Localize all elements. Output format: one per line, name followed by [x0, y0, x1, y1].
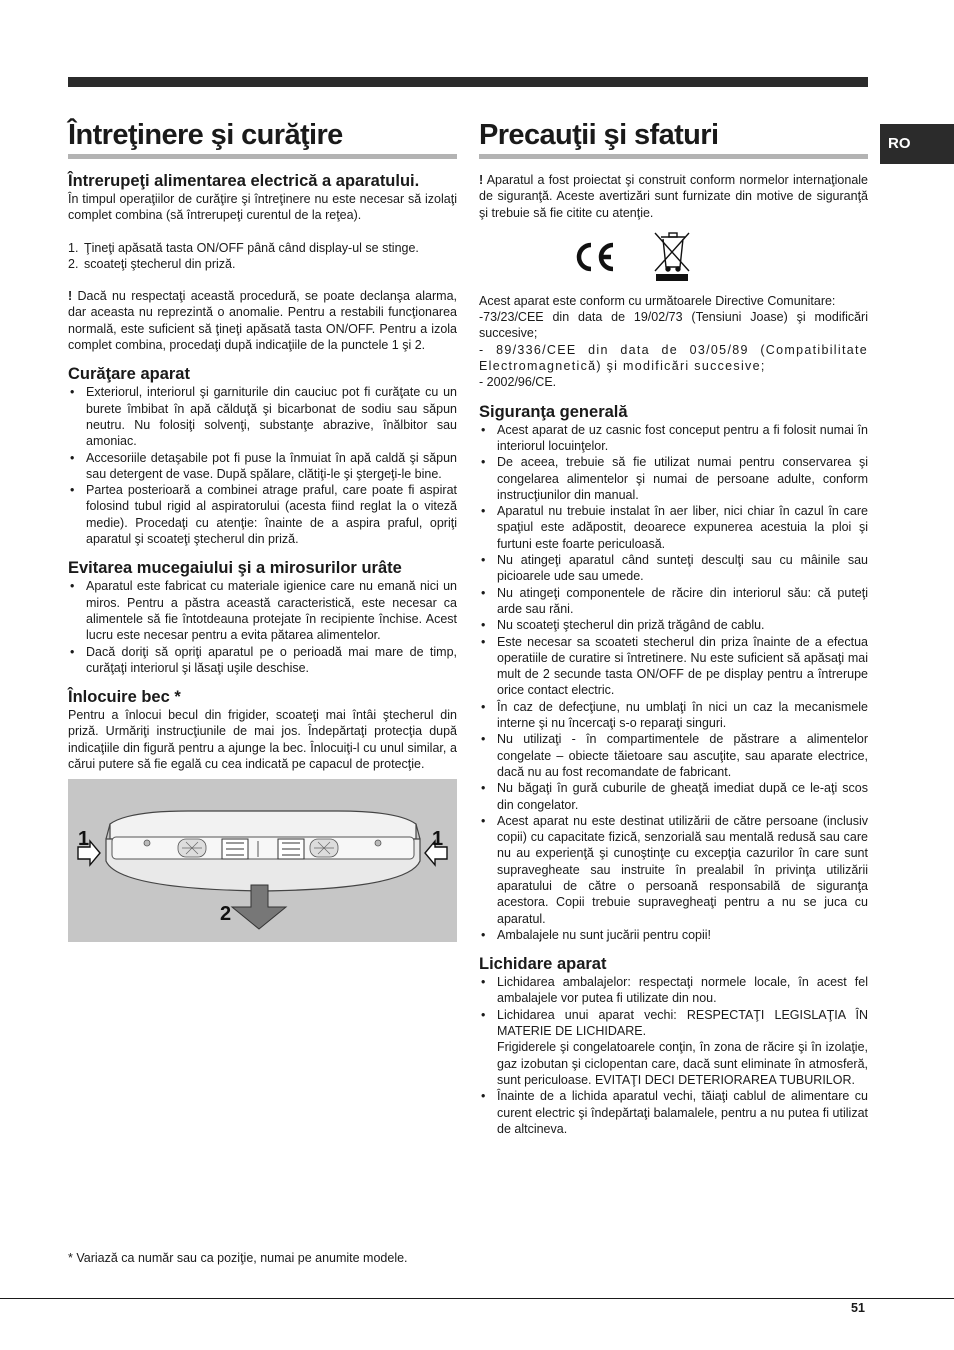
step-label-left: 1 — [78, 828, 90, 851]
section-title-maintenance: Întreţinere şi curăţire — [68, 119, 343, 151]
header-bar — [68, 77, 868, 87]
section-title-precautions: Precauţii şi sfaturi — [479, 119, 719, 151]
list-item-text: Lichidarea unui aparat vechi: RESPECTAŢI LEGISLAŢIA ÎN MATERIE DE LICHIDARE. — [497, 1007, 868, 1039]
list-item: • De aceea, trebuie să fie utilizat numai pentru conservarea şi congelarea alimentelor şi numai de persoane adulte, conform instrucţiunilor din manual. — [479, 454, 868, 503]
list-item: • Nu scoateţi ştecherul din priză trăgând de cablu. — [479, 617, 868, 633]
heading-mould: Evitarea mucegaiului şi a mirosurilor urâte — [68, 559, 402, 578]
list-item-extra: Frigiderele şi congelatoarele conţin, în zona de răcire şi în izolaţie, gaz izobutan şi ciclopentan care, dacă sunt eliminate în atmosferă, sunt periculoase. EVITAŢI DECI DETERIORAREA TUBURILOR. — [497, 1040, 868, 1087]
list-item: • Lichidarea ambalajelor: respectaţi normele locale, în acest fel ambalajele vor putea fi utilizate din nou. — [479, 974, 868, 1007]
step-label-right: 1 — [432, 828, 444, 851]
title-underline — [68, 154, 457, 159]
step-item: 1. Ţineţi apăsată tasta ON/OFF până când display-ul se stinge. — [68, 240, 419, 255]
language-tab: RO — [880, 124, 954, 164]
conformity-line: -73/23/CEE din data de 19/02/73 (Tensiuni Joase) şi modificări succesive; — [479, 310, 868, 341]
list-item: • Aparatul este fabricat cu materiale igienice care nu emană nici un miros. Pentru a păstra această caracteristică, este necesar ca alimentele să fie întotdeauna protejate în recipiente închise. Acest lucru este necesar pentru a evita pătarea alimentelor. — [68, 578, 457, 643]
certification-marks — [479, 229, 868, 289]
list-item: • Aparatul nu trebuie instalat în aer liber, nici chiar în cazul în care spaţiul este adăpostit, deoarece expunerea acestuia la ploi şi furtuni este foarte periculoasă. — [479, 503, 868, 552]
list-item: • Exteriorul, interiorul şi garniturile din cauciuc pot fi curăţate cu un burete îmbibat în apă călduţă şi bicarbonat de sodiu sau săpun neutru. Nu folosiţi solvenţi, substanţe abrazive, înălbitor sau amoniac. — [68, 384, 457, 449]
footnote: * Variază ca număr sau ca poziţie, numai pe anumite modele. — [68, 1251, 408, 1265]
cleaning-list — [68, 384, 457, 547]
heading-general-safety: Siguranţa generală — [479, 402, 628, 421]
step-item: 2. scoateţi ştecherul din priză. — [68, 256, 236, 271]
list-item: • Nu atingeţi aparatul când sunteţi desculţi sau cu mâinile sau picioarele ude sau umede. — [479, 552, 868, 585]
power-off-warning: ! Dacă nu respectaţi această procedură, se poate declanşa alarma, dar aceasta nu reprezintă o anomalie. Pentru a restabili funcţionarea normală, este suficient să ţineţi apăsată tasta ON/OFF. Pentru a izola complet combina, procedaţi după indicaţiile de la punctele 1 şi 2. — [68, 289, 457, 353]
list-item: • Este necesar sa scoateti stecherul din priza înainte de a efectua operatiile de curatire si întretinere. Nu este suficient să apăsaţi mai mult de 2 secunde tasta ON/OFF de pe display pentru a întrerupe orice contact electric. — [479, 634, 868, 699]
conformity-line: - 2002/96/CE. — [479, 375, 557, 390]
list-item: • Înainte de a lichida aparatul vechi, tăiaţi cablul de alimentare cu curent electric şi îndepărtaţi balamalele, pentru a nu putea fi utilizat de altcineva. — [479, 1088, 868, 1137]
list-item: • Acest aparat de uz casnic fost conceput pentru a fi folosit numai în interiorul locuinţelor. — [479, 422, 868, 455]
disposal-list — [479, 974, 868, 1137]
heading-cleaning: Curăţare aparat — [68, 365, 190, 384]
page-number: 51 — [851, 1301, 865, 1315]
heading-power-off: Întrerupeţi alimentarea electrică a aparatului. — [68, 172, 420, 190]
list-item: • Nu atingeţi componentele de răcire din interiorul său: că puteţi arde sau răni. — [479, 585, 868, 618]
mould-list — [68, 578, 457, 676]
weee-bar-icon — [656, 274, 688, 281]
ce-mark-icon — [579, 245, 613, 269]
list-item: • Ambalajele nu sunt jucării pentru copii! — [479, 927, 868, 943]
weee-bin-icon — [655, 233, 689, 271]
list-item: • Dacă doriţi să opriţi aparatul pe o perioadă mai mare de timp, curăţaţi interiorul şi lăsaţi uşile deschise. — [68, 644, 457, 677]
list-item: • Accesoriile detaşabile pot fi puse la înmuiat în apă caldă şi săpun sau detergent de vase. După spălare, clătiţi-le şi ştergeţi-le bine. — [68, 450, 457, 483]
safety-list — [479, 422, 868, 944]
footer-rule — [0, 1298, 954, 1299]
conformity-line: - 89/336/CEE din data de 03/05/89 (Compatibilitate Electromagnetică) şi modificări succesive; — [479, 342, 868, 374]
heading-bulb: Înlocuire bec * — [68, 688, 181, 707]
warning-mark: ! — [68, 289, 73, 304]
list-item: • Nu utilizaţi - în compartimentele de păstrare a alimentelor congelate – obiecte tăietoare sau ascuţite, sau aparate electrice, dacă nu au fost recomandate de fabricant. — [479, 731, 868, 780]
list-item: • Nu băgaţi în gură cuburile de gheaţă imediat după ce le-aţi scos din congelator. — [479, 780, 868, 813]
heading-disposal: Lichidare aparat — [479, 955, 607, 974]
left-column — [68, 116, 457, 942]
list-item: • În caz de defecţiune, nu umblaţi în nici un caz la mecanismele interne şi nu încercaţi s-o reparaţi singuri. — [479, 699, 868, 732]
bulb-cover-figure — [68, 779, 457, 942]
precautions-intro: ! Aparatul a fost proiectat şi construit conform normelor internaţionale de siguranţă. Aceste avertizări sunt furnizate din motive de siguranţă şi trebuie să fie citite cu atenţie. — [479, 173, 868, 220]
list-item — [479, 1007, 868, 1088]
warning-mark: ! — [479, 173, 484, 187]
bulb-text: Pentru a înlocui becul din frigider, scoateţi mai întâi ştecherul din priză. Urmăriţi instrucţiunile de mai jos. Îndepărtaţi protecţia după indicaţiile din figură pentru a ajunge la bec. Înlocuiţi-l cu unul similar, a cărui putere să fie egală cu cea indicată pe capacul de protecţie. — [68, 708, 457, 772]
list-item: • Partea posterioară a combinei atrage praful, care poate fi aspirat folosind tubul rigid al aspiratorului (acesta fiind reglat la o viteză medie). Procedaţi cu atenţie: înainte de a aspira praful, opriţi aparatul şi scoateţi ştecherul din priză. — [68, 482, 457, 547]
list-item: • Acest aparat nu este destinat utilizării de către persoane (inclusiv copii) cu capacitate fizică, senzorială sau mentală redusă sau care nu au experienţă şi cunoştinţe cu excepţia cazurilor în care sunt supravegheate sau instruite în prealabil în privinţa utilizării aparatului de către o persoană responsabilă de siguranţa acestora. Copii trebuie supravegheaţi pentru a nu se juca cu aparatul. — [479, 813, 868, 927]
right-column — [479, 116, 868, 1137]
power-off-intro: În timpul operaţiilor de curăţire şi întreţinere nu este necesar să izolaţi complet combina (să întrerupeţi curentul de la reţea). — [68, 192, 457, 223]
bulb-cover-illustration — [68, 779, 457, 942]
conformity-line: Acest aparat este conform cu următoarele Directive Comunitare: — [479, 293, 836, 308]
step-label-bottom: 2 — [220, 903, 232, 926]
power-off-steps — [68, 240, 457, 273]
title-underline — [479, 154, 868, 159]
